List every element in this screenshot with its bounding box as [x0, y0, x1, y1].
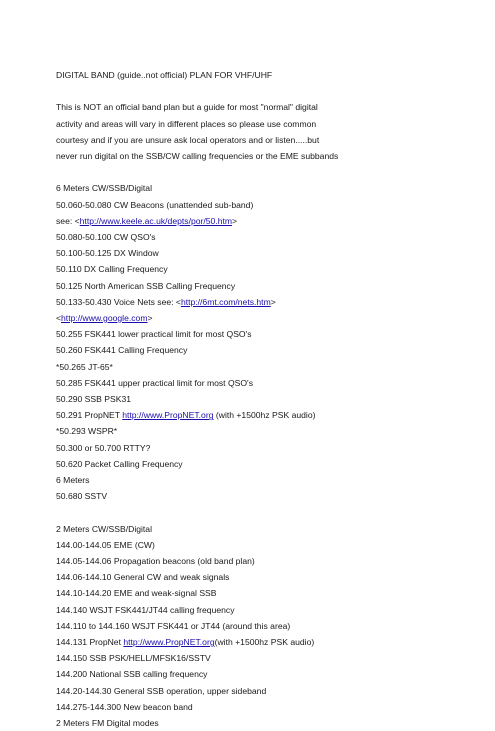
- band-line: [56, 310, 475, 326]
- band-line: 144.00-144.05 EME (CW): [56, 539, 155, 550]
- line-text: <: [56, 313, 62, 324]
- spacer: [56, 504, 475, 520]
- band-line: [56, 407, 475, 423]
- band-line: 144.275-144.300 New beacon band: [56, 701, 193, 712]
- band-line: 50.620 Packet Calling Frequency: [56, 458, 183, 469]
- band-line: 50.680 SSTV: [56, 491, 108, 502]
- line-text: (with +1500hz PSK audio): [214, 637, 315, 648]
- line-text: 50.291 PropNET: [56, 410, 123, 421]
- band-line: *50.293 WSPR*: [56, 426, 118, 437]
- band-line: *50.265 JT-65*: [56, 361, 113, 372]
- hyperlink[interactable]: http://www.google.com: [61, 313, 148, 324]
- intro-line: This is NOT an official band plan but a guide for most "normal" digital: [56, 102, 318, 113]
- spacer: [56, 83, 475, 99]
- band-section: [56, 180, 475, 504]
- band-sections: [56, 164, 475, 731]
- line-text: >: [270, 296, 276, 307]
- line-text: 50.133-50.430 Voice Nets see: <: [56, 296, 181, 307]
- intro-line: activity and areas will vary in different places so please use common: [56, 118, 317, 129]
- hyperlink[interactable]: http://www.PropNET.org: [122, 410, 214, 421]
- band-line: 144.10-144.20 EME and weak-signal SSB: [56, 588, 217, 599]
- line-text: >: [232, 215, 238, 226]
- line-text: >: [147, 313, 153, 324]
- intro-line: courtesy and if you are unsure ask local operators and or listen.....but: [56, 134, 320, 145]
- band-line: 2 Meters CW/SSB/Digital: [56, 523, 152, 534]
- band-line: 50.285 FSK441 upper practical limit for most QSO's: [56, 377, 253, 388]
- band-line: 50.260 FSK441 Calling Frequency: [56, 345, 188, 356]
- spacer: [56, 164, 475, 180]
- band-line: 50.100-50.125 DX Window: [56, 248, 159, 259]
- band-line: 50.080-50.100 CW QSO's: [56, 232, 156, 242]
- band-section: [56, 521, 475, 731]
- band-line: 50.300 or 50.700 RTTY?: [56, 442, 151, 453]
- band-line: 50.255 FSK441 lower practical limit for most QSO's: [56, 329, 252, 340]
- band-line: [56, 213, 475, 229]
- band-line: [56, 634, 475, 650]
- band-line: 2 Meters FM Digital modes: [56, 718, 159, 729]
- line-text: 144.131 PropNet: [56, 637, 124, 648]
- band-line: 144.140 WSJT FSK441/JT44 calling frequency: [56, 604, 235, 615]
- band-line: 144.150 SSB PSK/HELL/MFSK16/SSTV: [56, 653, 211, 664]
- hyperlink[interactable]: http://www.PropNET.org: [123, 637, 215, 648]
- line-text: see: <: [56, 215, 80, 226]
- band-line: 144.20-144.30 General SSB operation, upper sideband: [56, 685, 267, 696]
- document-title: DIGITAL BAND (guide..not official) PLAN FOR VHF/UHF: [56, 70, 273, 80]
- band-line: 50.060-50.080 CW Beacons (unattended sub-band): [56, 199, 254, 210]
- band-line: 144.06-144.10 General CW and weak signals: [56, 572, 230, 583]
- band-line: 50.110 DX Calling Frequency: [56, 264, 168, 275]
- band-line: 6 Meters CW/SSB/Digital: [56, 183, 152, 194]
- intro-paragraph: [56, 99, 475, 164]
- band-line: 144.110 to 144.160 WSJT FSK441 or JT44 (around this area): [56, 620, 291, 631]
- band-line: [56, 294, 475, 310]
- hyperlink[interactable]: http://www.keele.ac.uk/depts/por/50.htm: [79, 215, 233, 226]
- line-text: (with +1500hz PSK audio): [213, 410, 316, 421]
- intro-line: never run digital on the SSB/CW calling frequencies or the EME subbands: [56, 151, 339, 161]
- band-line: 144.200 National SSB calling frequency: [56, 669, 208, 680]
- band-line: 144.05-144.06 Propagation beacons (old band plan): [56, 556, 255, 567]
- band-line: 50.125 North American SSB Calling Frequency: [56, 280, 236, 291]
- hyperlink[interactable]: http://6mt.com/nets.htm: [180, 296, 271, 307]
- band-line: 50.290 SSB PSK31: [56, 394, 132, 405]
- band-line: 6 Meters: [56, 475, 90, 486]
